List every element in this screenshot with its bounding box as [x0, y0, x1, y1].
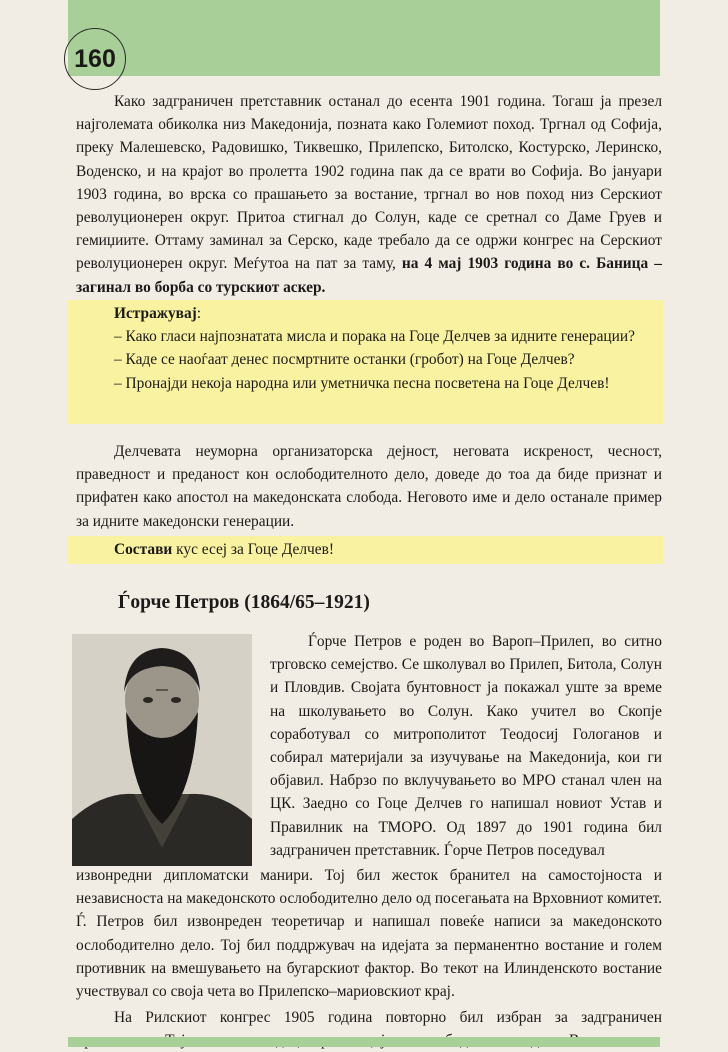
petrov-bio-continued: извонредни дипломатски манири. Тој бил жесток бранител на самостојноста и независноста на македонското ослободително дело од посегањата на Врховниот комитет. Ѓ. Петров бил извонреден теоретичар и напишал повеќе написи за македонското ослободително дело. Тој бил поддржувач на идејата за перманентно востание и голем противник на вмешувањето на бугарскиот фактор. Во текот на Илинденското востание учествувал со своја чета во Прилепско–мариовскиот крај. [76, 867, 662, 1001]
bottom-color-band [68, 1037, 660, 1047]
intro-paragraph [76, 90, 662, 299]
page-number-badge: 160 [64, 28, 126, 90]
intro-bold-ending: на 4 мај 1903 година во с. Баница – загинал во борба со турскиот аскер. [76, 255, 662, 296]
task-line [76, 538, 662, 561]
research-question-2: – Каде се наоѓаат денес посмртните останки (гробот) на Гоце Делчев? [114, 351, 575, 369]
research-title: Истражувај [114, 305, 197, 322]
petrov-bio-side: Ѓорче Петров е роден во Вароп–Прилеп, во ситно трговско семејство. Се школувал во Прилеп, Битола, Солун и Пловдив. Својата бунтовност ја покажал уште за време на школувањето во Солун. Како учител во Скопје соработувал со митрополитот Теодосиј Гологанов и собирал материјали за изучување на Македонија, кои ги објавил. Набрзо по вклучувањето во МРО станал член на ЦК. Заедно со Гоце Делчев го напишал новиот Устав и Правилник на ТМОРО. Од 1897 до 1901 година бил задграничен претставник. Ѓорче Петров поседувал [270, 633, 662, 859]
petrov-portrait [72, 634, 252, 866]
research-question-3: – Пронајди некоја народна или уметничка песна посветена на Гоце Делчев! [114, 374, 610, 392]
top-color-band [68, 0, 660, 76]
petrov-bio-second: На Рилскиот конгрес 1905 година повторно бил избран за задграничен [114, 1009, 662, 1026]
intro-text: Како задграничен претставник останал до есента 1901 година. Тогаш ја презел најголемата обиколка низ Македонија, позната како Големиот поход. Тргнал од Софија, преку Малешевско, Радовишко, Тиквешко, Прилепско, Битолско, Костурско, Леринско, Воденско, и на крајот во пролетта 1902 година пак да се врати во Софија. Во јануари 1903 година, во врска со прашањето за востание, тргнал во нов поход низ Серскиот револуционерен округ. Притоа стигнал до Солун, каде се сретнал со Даме Груев и гемиџиите. Оттаму заминал за Серско, каде требало да се одржи конгрес на Серскиот револуционерен округ. Меѓутоа на пат за таму, [76, 93, 662, 273]
task-bold: Состави [114, 541, 173, 558]
research-content [76, 302, 662, 395]
research-title-colon: : [196, 305, 202, 322]
research-question-1: – Како гласи најпознатата мисла и порака на Гоце Делчев за идните генерации? [114, 328, 635, 346]
task-rest: кус есеј за Гоце Делчев! [172, 541, 335, 558]
portrait-illustration [72, 634, 252, 866]
legacy-paragraph: Делчевата неуморна организаторска дејност, неговата искреност, чесност, праведност и преданост кон ослободителното дело, доведе до тоа да биде признат и прифатен како апостол на македонската слобода. Неговото име и дело останале пример за идните македонски генерации. [76, 443, 662, 530]
petrov-heading: Ѓорче Петров (1864/65–1921) [118, 592, 370, 613]
research-title-line [76, 302, 662, 325]
